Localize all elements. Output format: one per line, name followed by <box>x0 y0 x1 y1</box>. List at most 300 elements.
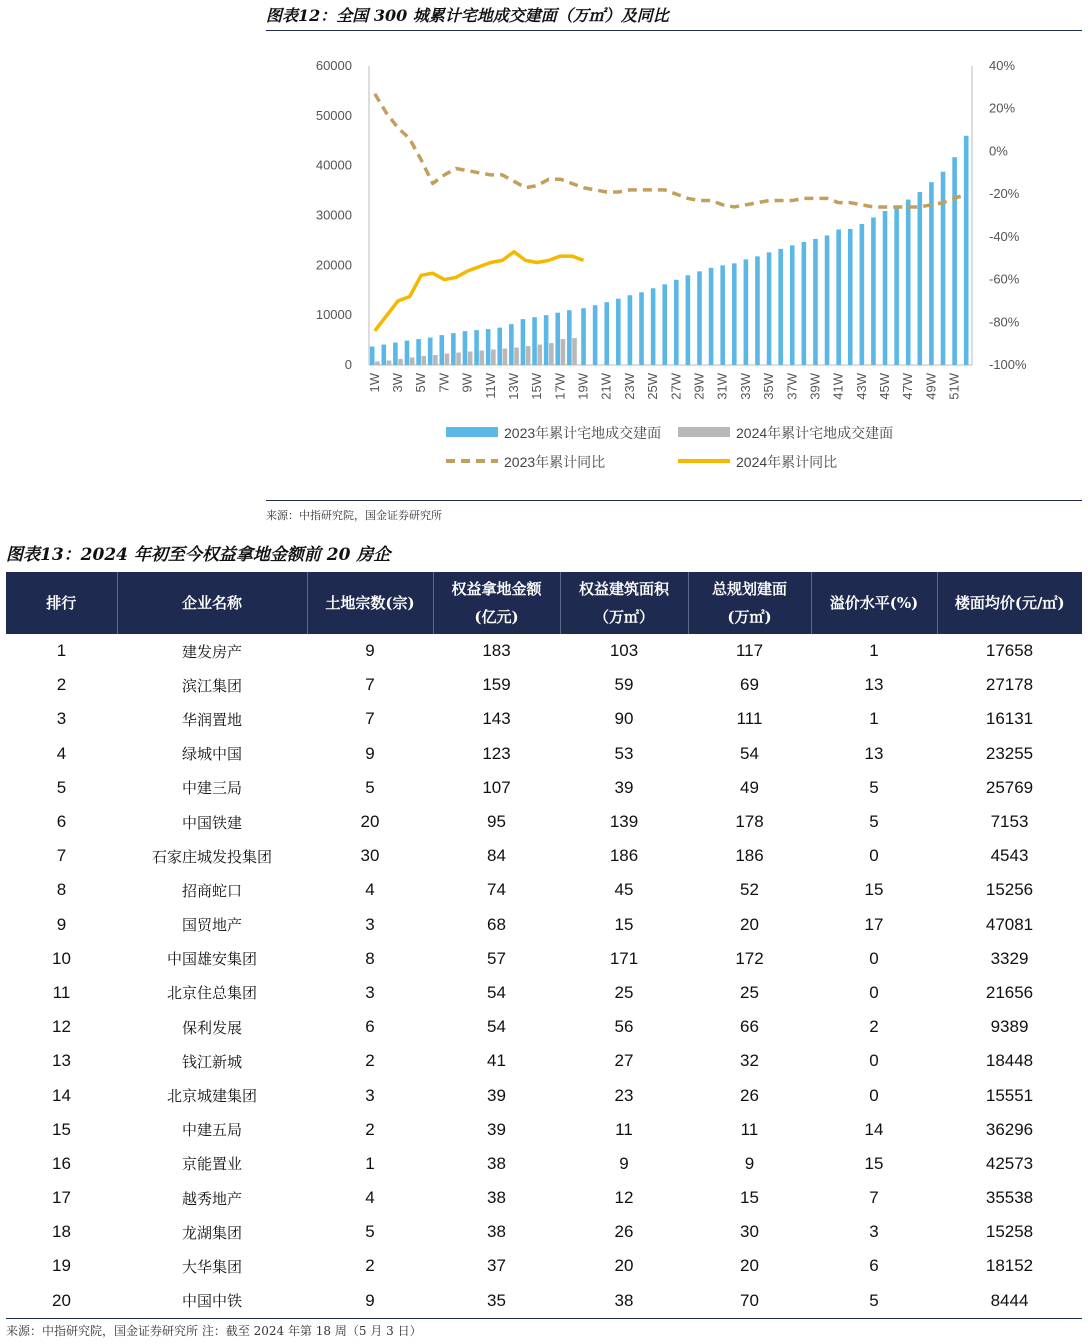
bar-2023 <box>964 136 969 365</box>
table-cell: 20 <box>740 1256 759 1276</box>
table-cell: 41 <box>487 1051 506 1071</box>
table-cell: 3 <box>365 982 375 1002</box>
table-cell: 4 <box>365 1188 375 1208</box>
table-cell: 117 <box>735 641 764 661</box>
company-name-cell: 北京城建集团 <box>166 1087 257 1106</box>
table-row <box>6 1078 1082 1112</box>
table-cell: 20 <box>360 812 380 832</box>
table-cell: 69 <box>740 675 759 695</box>
bar-2023 <box>767 252 772 365</box>
company-name-cell: 越秀地产 <box>181 1189 242 1208</box>
x-axis-tick-label: 23W <box>621 373 637 400</box>
table-cell: 54 <box>487 982 506 1002</box>
table-row <box>6 634 1082 668</box>
table-cell: 53 <box>614 743 634 763</box>
table-cell: 39 <box>614 777 634 797</box>
right-axis-tick-label: 0% <box>989 143 1008 159</box>
table-cell: 17 <box>52 1188 71 1208</box>
table-cell: 12 <box>614 1188 634 1208</box>
bar-2023 <box>744 259 749 365</box>
x-axis-tick-label: 45W <box>877 373 893 400</box>
x-axis-tick-label: 19W <box>575 373 591 400</box>
table-cell: 56 <box>614 1017 634 1037</box>
table-cell: 3 <box>365 914 375 934</box>
table-cell: 4543 <box>990 846 1029 866</box>
table-cell: 7 <box>365 675 375 695</box>
table-cell: 27178 <box>985 675 1034 695</box>
table-row <box>6 1249 1082 1283</box>
table-cell: 10 <box>52 948 71 968</box>
x-axis-tick-label: 1W <box>366 373 382 393</box>
bar-2023 <box>883 211 888 365</box>
right-axis-tick-label: 20% <box>989 100 1016 116</box>
bar-2024 <box>468 352 473 365</box>
table-cell: 186 <box>609 846 639 866</box>
table-cell: 37 <box>487 1256 506 1276</box>
table-cell: 2 <box>56 675 67 695</box>
x-axis-tick-label: 15W <box>529 373 545 400</box>
column-header-line: 溢价水平(%) <box>829 594 919 612</box>
table-cell: 39 <box>487 1085 506 1105</box>
table-cell: 42573 <box>985 1153 1034 1173</box>
table-cell: 39 <box>487 1119 506 1139</box>
table-row <box>6 1215 1082 1249</box>
table-cell: 0 <box>869 948 879 968</box>
table-cell: 111 <box>736 709 763 729</box>
table-cell: 7 <box>56 846 67 866</box>
table-cell: 9 <box>619 1153 629 1173</box>
company-name-cell: 京能置业 <box>181 1155 242 1174</box>
table-cell: 57 <box>487 948 506 968</box>
bar-2024 <box>491 350 496 365</box>
left-axis-tick-label: 50000 <box>315 107 352 123</box>
bar-2023 <box>405 341 410 365</box>
x-axis-tick-label: 43W <box>853 373 869 400</box>
table-cell: 18448 <box>985 1051 1034 1071</box>
table-cell: 2 <box>869 1017 879 1037</box>
table-cell: 15 <box>740 1188 759 1208</box>
bar-2023 <box>929 182 934 365</box>
table-cell: 15 <box>614 914 634 934</box>
table-cell: 15551 <box>985 1085 1034 1105</box>
legend-swatch <box>446 427 498 437</box>
table-cell: 7153 <box>990 812 1029 832</box>
company-name-cell: 华润置地 <box>181 710 242 729</box>
table-cell: 1 <box>869 709 879 729</box>
table-cell: 139 <box>609 812 639 832</box>
table-cell: 14 <box>52 1085 71 1105</box>
column-header-line: (万㎡) <box>727 608 772 626</box>
bar-2023 <box>486 329 491 365</box>
table-cell: 49 <box>740 777 759 797</box>
x-axis-tick-label: 49W <box>923 373 939 400</box>
table-cell: 38 <box>487 1222 506 1242</box>
bar-2024 <box>387 361 392 365</box>
table-row <box>6 702 1082 736</box>
x-axis-tick-label: 39W <box>807 373 823 400</box>
company-name-cell: 石家庄城发投集团 <box>151 847 272 866</box>
column-header <box>117 572 307 634</box>
table-cell: 11 <box>615 1119 633 1139</box>
company-name-cell: 大华集团 <box>181 1257 242 1276</box>
x-axis-tick-label: 3W <box>389 373 405 393</box>
table-cell: 1 <box>365 1153 375 1173</box>
table-cell: 2 <box>365 1051 375 1071</box>
x-axis-tick-label: 11W <box>482 373 498 399</box>
company-name-cell: 国贸地产 <box>181 916 242 935</box>
table-cell: 68 <box>487 914 506 934</box>
table-cell: 4 <box>56 743 67 763</box>
table-cell: 23 <box>614 1085 634 1105</box>
company-name-cell: 中国铁建 <box>181 813 242 832</box>
table-cell: 6 <box>365 1017 375 1037</box>
company-name-cell: 中建五局 <box>181 1121 242 1140</box>
table-cell: 38 <box>560 1284 688 1319</box>
table-cell: 59 <box>614 675 634 695</box>
table-cell: 6 <box>869 1256 879 1276</box>
bar-2023 <box>509 324 514 365</box>
table-cell: 45 <box>614 880 634 900</box>
bar-2023 <box>555 313 560 365</box>
x-axis-tick-label: 5W <box>413 373 429 393</box>
table-cell: 8444 <box>937 1284 1082 1319</box>
table-cell: 20 <box>740 914 759 934</box>
table-cell: 20 <box>614 1256 634 1276</box>
x-axis-tick-label: 35W <box>761 373 777 400</box>
table-cell: 15256 <box>985 880 1034 900</box>
table-row <box>6 1181 1082 1215</box>
bar-2023 <box>918 192 923 365</box>
table-row <box>6 908 1082 942</box>
table-cell: 3 <box>365 1085 375 1105</box>
table-cell: 17 <box>864 914 884 934</box>
bar-2023 <box>732 263 737 365</box>
company-name-cell: 北京住总集团 <box>166 984 257 1003</box>
bar-2023 <box>474 330 479 365</box>
figure12-title: 图表12：全国 300 城累计宅地成交建面（万㎡）及同比 <box>266 4 1082 31</box>
right-axis-tick-label: -60% <box>989 271 1020 287</box>
table-cell: 13 <box>864 743 884 763</box>
bar-2023 <box>416 339 421 365</box>
bar-2023 <box>628 295 633 365</box>
bar-2023 <box>860 224 865 365</box>
table-cell: 95 <box>487 812 506 832</box>
table-cell: 54 <box>740 743 759 763</box>
x-axis-tick-label: 7W <box>436 373 452 393</box>
table-cell: 1 <box>56 641 67 661</box>
line-2023-yoy <box>375 94 966 207</box>
table-cell: 103 <box>609 641 639 661</box>
table-cell: 0 <box>869 982 879 1002</box>
legend-swatch <box>678 427 730 437</box>
table-cell: 66 <box>740 1017 759 1037</box>
table-cell: 8 <box>56 880 67 900</box>
x-axis-tick-label: 21W <box>598 373 614 400</box>
table-cell: 13 <box>52 1051 71 1071</box>
table-cell: 18152 <box>985 1256 1034 1276</box>
table-row <box>6 1284 1082 1319</box>
legend-label: 2024年累计宅地成交建面 <box>736 425 894 441</box>
table-cell: 17658 <box>985 641 1034 661</box>
table-cell: 3 <box>869 1222 879 1242</box>
column-header <box>688 572 811 634</box>
bar-2023 <box>451 333 456 365</box>
table-cell: 25 <box>740 982 759 1002</box>
bar-2023 <box>871 217 876 365</box>
bar-2024 <box>445 354 450 365</box>
company-name-cell: 钱江新城 <box>181 1052 242 1071</box>
table-cell: 25769 <box>985 777 1034 797</box>
bar-2023 <box>381 345 386 365</box>
bar-2023 <box>697 271 702 365</box>
table-cell: 15 <box>864 1153 884 1173</box>
bar-2024 <box>537 345 542 365</box>
column-header-line: 楼面均价(元/㎡) <box>954 594 1065 612</box>
table-cell: 21656 <box>985 982 1034 1002</box>
table-cell: 15 <box>52 1119 71 1139</box>
bar-2023 <box>790 245 795 365</box>
table-cell: 7 <box>869 1188 879 1208</box>
table-cell: 16131 <box>985 709 1034 729</box>
legend-label: 2023年累计同比 <box>504 454 606 470</box>
column-header <box>937 572 1082 634</box>
bar-2023 <box>639 292 644 365</box>
column-header <box>307 572 433 634</box>
company-name-cell: 滨江集团 <box>181 676 242 695</box>
table-cell: 36296 <box>985 1119 1034 1139</box>
table-cell: 26 <box>740 1085 759 1105</box>
table-cell: 18 <box>52 1222 71 1242</box>
table-cell: 5 <box>56 777 67 797</box>
table-cell: 14 <box>864 1119 884 1139</box>
table-row <box>6 805 1082 839</box>
company-name-cell: 招商蛇口 <box>181 881 242 900</box>
figure13-title: 图表13：2024 年初至今权益拿地金额前 20 房企 <box>6 545 391 565</box>
column-header-line: 总规划建面 <box>711 580 787 598</box>
bar-2024 <box>561 339 566 365</box>
table-cell: 178 <box>735 812 764 832</box>
table-cell: 5 <box>869 777 879 797</box>
bar-2024 <box>433 355 438 365</box>
table-cell: 0 <box>869 846 879 866</box>
column-header <box>811 572 937 634</box>
bar-2023 <box>581 308 586 365</box>
bar-2023 <box>616 299 621 365</box>
bar-2023 <box>720 265 725 365</box>
table-cell: 15 <box>864 880 884 900</box>
table-row <box>6 976 1082 1010</box>
table-cell: 52 <box>740 880 759 900</box>
x-axis-tick-label: 29W <box>691 373 707 400</box>
bar-2024 <box>456 353 461 365</box>
table-cell: 3329 <box>990 948 1029 968</box>
column-header-line: 土地宗数(宗) <box>325 594 415 612</box>
table-cell: 183 <box>482 641 511 661</box>
left-axis-tick-label: 30000 <box>315 207 352 223</box>
table-cell: 5 <box>869 812 879 832</box>
table-cell: 9 <box>307 1284 433 1319</box>
table-row <box>6 873 1082 907</box>
table-cell: 172 <box>735 948 764 968</box>
bar-2023 <box>894 207 899 365</box>
legend-label: 2024年累计同比 <box>736 454 838 470</box>
x-axis-tick-label: 27W <box>668 373 684 400</box>
left-axis-tick-label: 60000 <box>315 58 352 73</box>
column-header-line: 企业名称 <box>181 594 242 612</box>
table-cell: 4 <box>365 880 375 900</box>
x-axis-tick-label: 33W <box>737 373 753 400</box>
right-axis-tick-label: -100% <box>989 357 1027 372</box>
bar-2023 <box>709 268 714 365</box>
table-cell: 84 <box>487 846 506 866</box>
table-cell: 13 <box>864 675 884 695</box>
table-row <box>6 771 1082 805</box>
right-axis-tick-label: 40% <box>989 58 1016 73</box>
bar-2023 <box>439 335 444 365</box>
table-row <box>6 668 1082 702</box>
x-axis-tick-label: 41W <box>830 373 846 400</box>
table-cell: 123 <box>482 743 511 763</box>
x-axis-tick-label: 31W <box>714 373 730 400</box>
table-cell: 90 <box>614 709 634 729</box>
table-cell: 47081 <box>985 914 1034 934</box>
table-row <box>6 1147 1082 1181</box>
bar-2024 <box>479 351 484 365</box>
table-cell: 8 <box>365 948 375 968</box>
cumulative-land-area-chart <box>266 40 1082 495</box>
left-axis-tick-label: 10000 <box>315 307 352 323</box>
table-cell: 159 <box>482 675 511 695</box>
column-header <box>433 572 560 634</box>
table-cell: 20 <box>6 1284 117 1319</box>
table-cell: 35 <box>433 1284 560 1319</box>
bar-2023 <box>848 229 853 365</box>
company-name-cell: 中国雄安集团 <box>166 950 257 969</box>
table-cell: 38 <box>487 1188 506 1208</box>
company-name-cell: 中建三局 <box>181 779 242 798</box>
company-name-cell: 中国中铁 <box>117 1284 307 1319</box>
bar-2023 <box>813 239 818 365</box>
table-cell: 2 <box>365 1256 375 1276</box>
bar-2023 <box>370 347 375 365</box>
bar-2023 <box>463 331 468 365</box>
company-name-cell: 保利发展 <box>181 1018 242 1037</box>
table-cell: 6 <box>56 812 67 832</box>
bar-2023 <box>393 343 398 365</box>
table-cell: 74 <box>487 880 506 900</box>
table-cell: 15258 <box>985 1222 1034 1242</box>
bar-2024 <box>572 338 577 365</box>
bar-2023 <box>497 328 502 365</box>
table-row <box>6 1010 1082 1044</box>
bar-2024 <box>410 358 415 365</box>
table-row <box>6 1113 1082 1147</box>
bar-2023 <box>567 310 572 365</box>
table-cell: 9 <box>56 914 67 934</box>
table-cell: 143 <box>482 709 511 729</box>
bar-2023 <box>604 302 609 365</box>
table-cell: 1 <box>869 641 879 661</box>
table-cell: 5 <box>811 1284 937 1319</box>
table-cell: 5 <box>365 1222 375 1242</box>
table-cell: 16 <box>52 1153 71 1173</box>
table-cell: 11 <box>740 1119 759 1139</box>
right-axis-tick-label: -20% <box>989 186 1020 202</box>
column-header-line: （万㎡） <box>593 608 654 626</box>
bar-2024 <box>526 346 531 365</box>
table-cell: 186 <box>735 846 764 866</box>
x-axis-tick-label: 37W <box>784 373 800 400</box>
table-cell: 2 <box>365 1119 375 1139</box>
column-header-line: (亿元) <box>474 608 519 626</box>
x-axis-tick-label: 51W <box>946 373 962 400</box>
bar-2023 <box>686 275 691 365</box>
bar-2023 <box>521 319 526 365</box>
left-axis-tick-label: 20000 <box>315 257 352 273</box>
bar-2023 <box>778 249 783 365</box>
x-axis-tick-label: 13W <box>505 373 521 400</box>
left-axis-tick-label: 40000 <box>315 157 352 173</box>
table-row <box>6 737 1082 771</box>
table-cell: 7 <box>365 709 375 729</box>
bar-2024 <box>375 362 380 365</box>
company-name-cell: 绿城中国 <box>181 745 242 764</box>
top20-developers-table <box>6 572 1082 1319</box>
table-cell: 30 <box>740 1222 759 1242</box>
table-cell: 0 <box>869 1051 879 1071</box>
column-header-line: 排行 <box>46 594 77 612</box>
x-axis-tick-label: 9W <box>459 373 475 393</box>
bar-2023 <box>428 338 433 365</box>
right-axis-tick-label: -40% <box>989 228 1020 244</box>
bar-2023 <box>836 229 841 365</box>
table-cell: 32 <box>740 1051 759 1071</box>
company-name-cell: 建发房产 <box>181 642 242 661</box>
column-header-line: 权益建筑面积 <box>578 580 669 598</box>
bar-2023 <box>593 305 598 365</box>
table-row <box>6 942 1082 976</box>
line-2024-yoy <box>375 252 584 331</box>
table-cell: 23255 <box>985 743 1034 763</box>
table-cell: 35538 <box>985 1188 1034 1208</box>
table-header-row <box>6 572 1082 634</box>
table-cell: 12 <box>52 1017 71 1037</box>
table-row <box>6 1044 1082 1078</box>
left-axis-tick-label: 0 <box>344 357 352 372</box>
legend-label: 2023年累计宅地成交建面 <box>504 425 662 441</box>
table-cell: 9 <box>744 1153 755 1173</box>
table-cell: 9 <box>365 743 375 763</box>
table-cell: 27 <box>614 1051 634 1071</box>
bar-2024 <box>421 356 426 365</box>
x-axis-tick-label: 47W <box>900 373 916 400</box>
bar-2023 <box>802 242 807 365</box>
table-cell: 26 <box>614 1222 634 1242</box>
table-cell: 19 <box>52 1256 71 1276</box>
table-cell: 3 <box>56 709 67 729</box>
table-cell: 70 <box>688 1284 811 1319</box>
bar-2023 <box>532 317 537 365</box>
bar-2023 <box>651 288 656 365</box>
bar-2024 <box>549 343 554 365</box>
right-axis-tick-label: -80% <box>989 314 1020 330</box>
figure13-source: 来源：中指研究院，国金证券研究所 注：截至 2024 年第 18 周（5 月 3 日） <box>6 1324 422 1338</box>
table-cell: 11 <box>52 982 71 1002</box>
table-cell: 54 <box>487 1017 506 1037</box>
table-cell: 171 <box>609 948 639 968</box>
column-header <box>560 572 688 634</box>
table-cell: 9389 <box>990 1017 1029 1037</box>
